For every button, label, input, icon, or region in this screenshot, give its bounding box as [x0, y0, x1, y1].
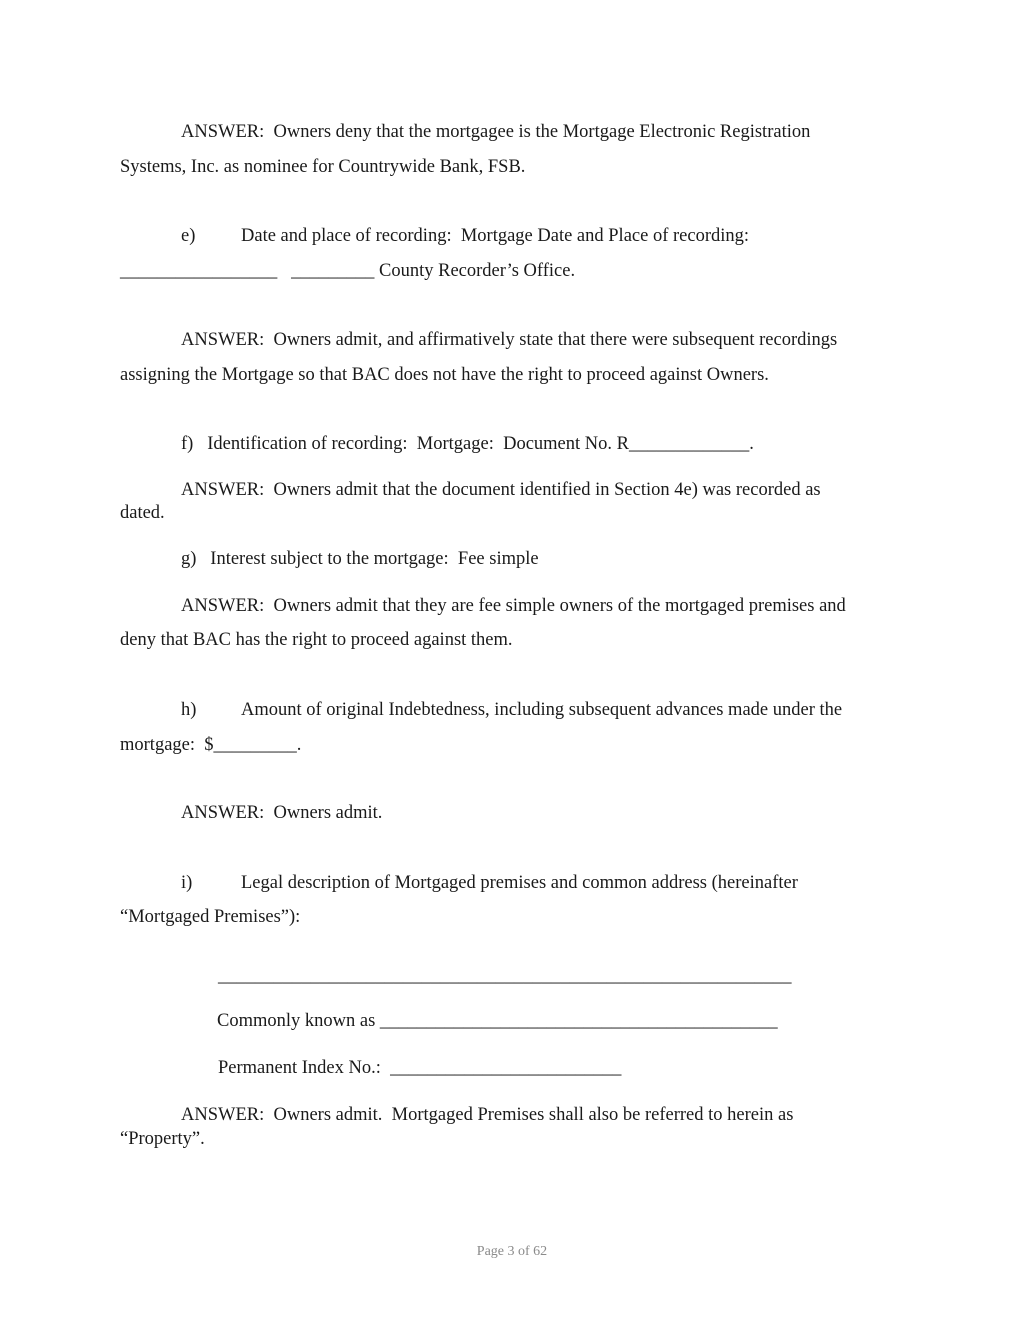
commonly-known-as-line: Commonly known as ___________________________________________	[217, 1011, 778, 1031]
answer-f-line1: ANSWER: Owners admit that the document identified in Section 4e) was recorded as	[181, 480, 821, 500]
legal-description-blank: ______________________________________________________________	[218, 966, 792, 986]
answer-e-line1: ANSWER: Owners admit, and affirmatively state that there were subsequent recordings	[181, 330, 838, 350]
answer-d-line2: Systems, Inc. as nominee for Countrywide Bank, FSB.	[120, 157, 526, 177]
permanent-index-line: Permanent Index No.: _________________________	[218, 1058, 622, 1078]
answer-g-line1: ANSWER: Owners admit that they are fee simple owners of the mortgaged premises and	[181, 596, 846, 616]
item-h-line1: Amount of original Indebtedness, including subsequent advances made under the	[241, 700, 843, 720]
item-i-line2: “Mortgaged Premises”):	[120, 907, 301, 927]
answer-f-line2: dated.	[120, 503, 165, 523]
page-number: Page 3 of 62	[476, 1244, 548, 1259]
item-f-line1: f) Identification of recording: Mortgage: Document No. R_____________.	[181, 434, 754, 454]
answer-d-line1: ANSWER: Owners deny that the mortgagee is the Mortgage Electronic Registration	[181, 122, 811, 142]
answer-i-line1: ANSWER: Owners admit. Mortgaged Premises shall also be referred to herein as	[181, 1105, 794, 1125]
answer-h-line1: ANSWER: Owners admit.	[181, 803, 383, 823]
item-i-line1: Legal description of Mortgaged premises and common address (hereinafter	[241, 873, 798, 893]
item-g-line1: g) Interest subject to the mortgage: Fee simple	[181, 549, 539, 569]
answer-i-line2: “Property”.	[120, 1129, 205, 1149]
item-e-marker: e)	[181, 226, 196, 246]
item-e-line2: _________________ _________ County Recorder’s Office.	[120, 261, 576, 281]
item-h-marker: h)	[181, 700, 197, 720]
answer-g-line2: deny that BAC has the right to proceed against them.	[120, 630, 513, 650]
item-e-line1: Date and place of recording: Mortgage Date and Place of recording:	[241, 226, 750, 246]
item-i-marker: i)	[181, 873, 193, 893]
item-h-line2: mortgage: $_________.	[120, 735, 302, 755]
answer-e-line2: assigning the Mortgage so that BAC does not have the right to proceed against Owners.	[120, 365, 769, 385]
